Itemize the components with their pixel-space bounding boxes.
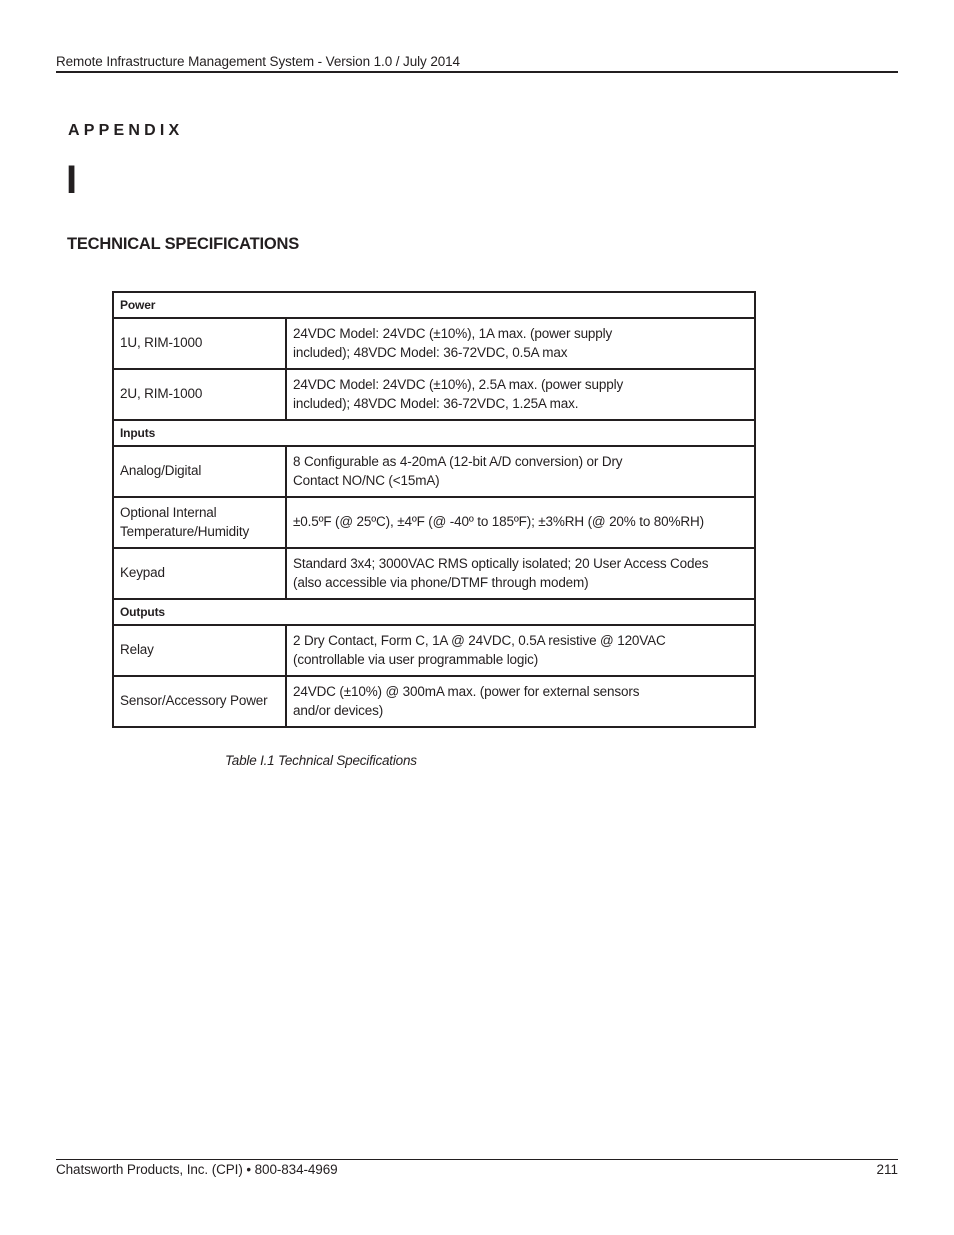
spec-value-line: 8 Configurable as 4-20mA (12-bit A/D conversion) or Dry (293, 454, 623, 469)
spec-table (112, 291, 756, 728)
spec-value (286, 446, 755, 497)
table-row (113, 318, 755, 369)
spec-label-line: Temperature/Humidity (120, 523, 250, 539)
table-row (113, 446, 755, 497)
table-section-row (113, 599, 755, 625)
spec-value (286, 548, 755, 599)
spec-label (113, 369, 286, 420)
section-title: TECHNICAL SPECIFICATIONS (67, 235, 300, 253)
appendix-label: APPENDIX (68, 122, 184, 139)
spec-label (113, 625, 286, 676)
spec-label (113, 497, 286, 548)
section-header-inputs: Inputs (113, 420, 755, 446)
section-header-power: Power (113, 292, 755, 318)
spec-value-line: 2 Dry Contact, Form C, 1A @ 24VDC, 0.5A resistive @ 120VAC (293, 633, 666, 648)
spec-value (286, 369, 755, 420)
spec-value-line: 24VDC Model: 24VDC (±10%), 1A max. (power supply (293, 326, 613, 341)
spec-value (286, 497, 755, 548)
table-section-row (113, 420, 755, 446)
spec-label-line: 2U, RIM-1000 (120, 386, 203, 402)
spec-label (113, 318, 286, 369)
spec-label-line: 1U, RIM-1000 (120, 335, 203, 351)
document-title: Remote Infrastructure Management System - Version 1.0 / July 2014 (56, 54, 460, 69)
spec-value (286, 318, 755, 369)
table-row (113, 497, 755, 548)
spec-value-line: Standard 3x4; 3000VAC RMS optically isolated; 20 User Access Codes (293, 556, 709, 571)
table-caption: Table I.1 Technical Specifications (225, 753, 417, 768)
spec-value (286, 676, 755, 727)
spec-label (113, 676, 286, 727)
spec-value-line: included); 48VDC Model: 36-72VDC, 0.5A max (293, 344, 568, 360)
header-divider (56, 71, 898, 73)
spec-label (113, 446, 286, 497)
footer-divider (56, 1159, 898, 1160)
page-number: 211 (876, 1162, 898, 1177)
section-header-outputs: Outputs (113, 599, 755, 625)
table-section-row (113, 292, 755, 318)
spec-label-line: Keypad (120, 565, 165, 581)
spec-label-line: Optional Internal (120, 505, 217, 520)
table-row (113, 369, 755, 420)
spec-value-line: ±0.5ºF (@ 25ºC), ±4ºF (@ -40º to 185ºF); ±3%RH (@ 20% to 80%RH) (293, 514, 704, 530)
spec-value-line: 24VDC Model: 24VDC (±10%), 2.5A max. (power supply (293, 377, 624, 392)
appendix-letter: I (66, 158, 78, 202)
table-row (113, 625, 755, 676)
spec-value-line: (controllable via user programmable logic) (293, 651, 539, 667)
spec-label-line: Sensor/Accessory Power (120, 693, 268, 709)
table-row (113, 676, 755, 727)
spec-label-line: Analog/Digital (120, 463, 202, 479)
table-row (113, 548, 755, 599)
spec-value (286, 625, 755, 676)
spec-label-line: Relay (120, 642, 154, 658)
spec-value-line: (also accessible via phone/DTMF through modem) (293, 574, 589, 590)
spec-value-line: included); 48VDC Model: 36-72VDC, 1.25A max. (293, 395, 579, 411)
footer-company: Chatsworth Products, Inc. (CPI) • 800-834-4969 (56, 1162, 338, 1177)
spec-value-line: 24VDC (±10%) @ 300mA max. (power for external sensors (293, 684, 640, 699)
spec-label (113, 548, 286, 599)
spec-value-line: and/or devices) (293, 702, 384, 718)
spec-value-line: Contact NO/NC (<15mA) (293, 472, 440, 488)
